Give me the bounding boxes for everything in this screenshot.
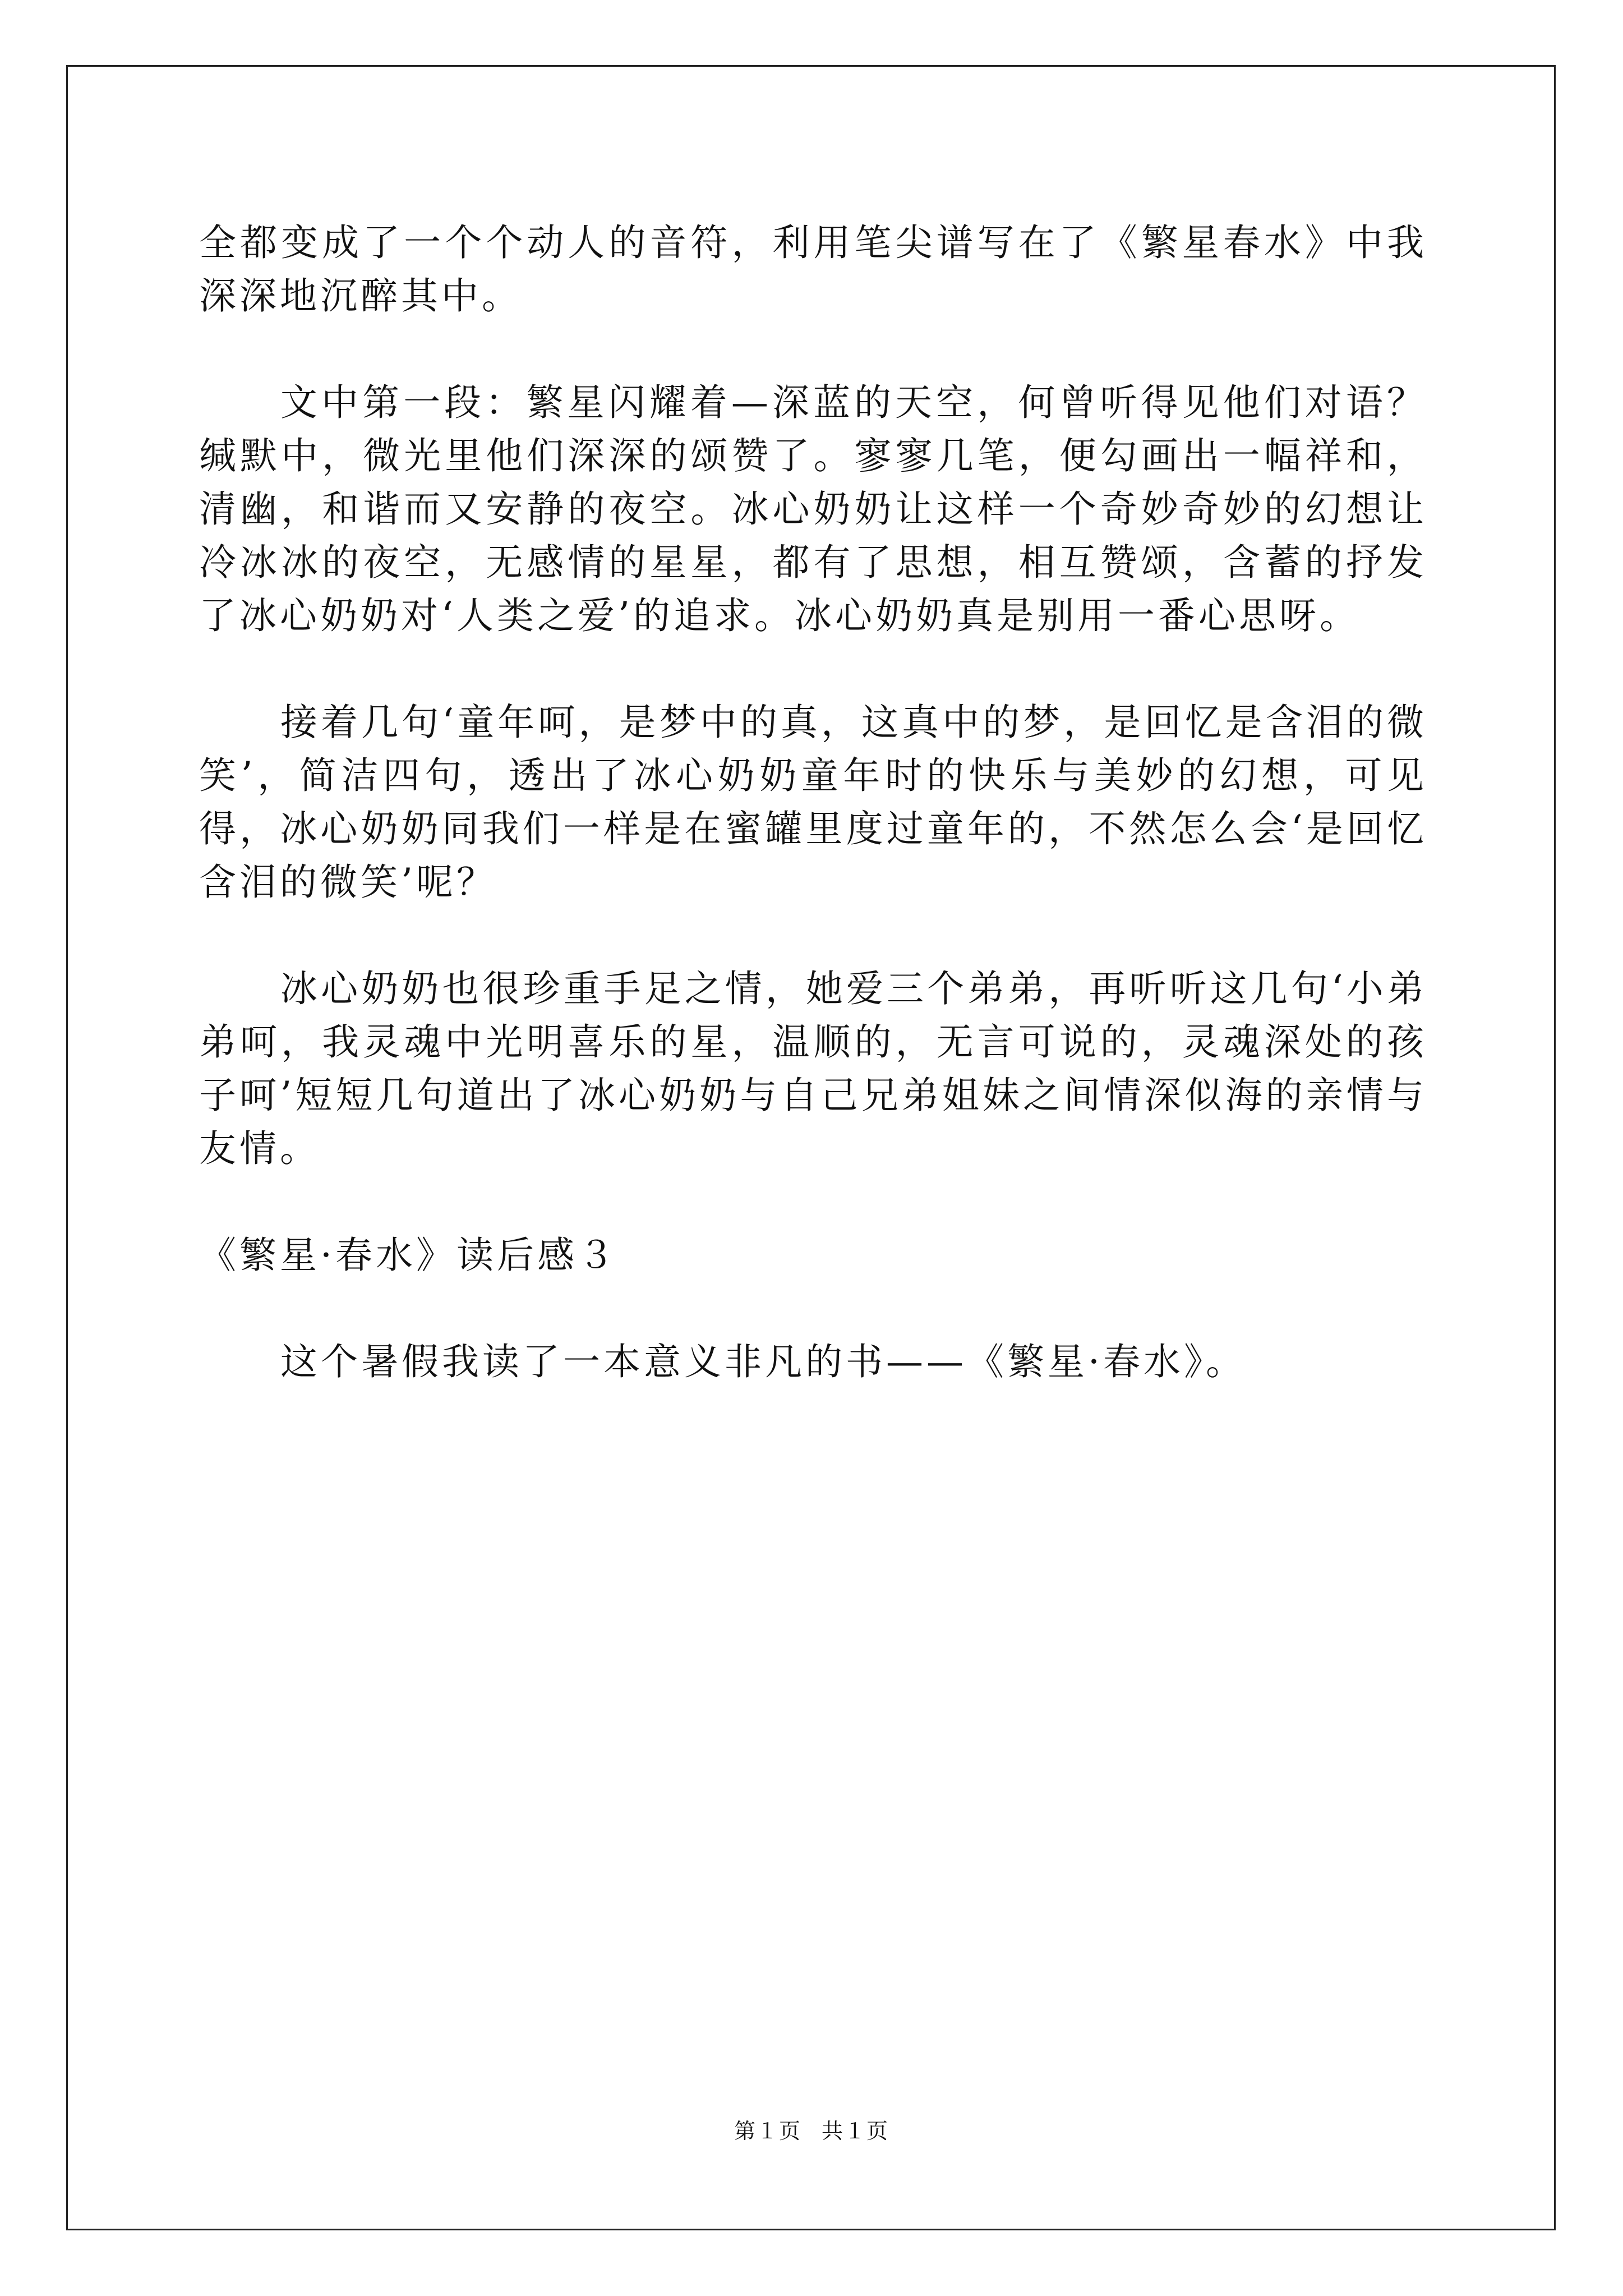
- paragraph-2: 文中第一段：繁星闪耀着—深蓝的天空，何曾听得见他们对语？缄默中，微光里他们深深的颂赞了。寥寥几笔，便勾画出一幅祥和，清幽，和谐而又安静的夜空。冰心奶奶让这样一个奇妙奇妙的幻想让冷冰冰的夜空，无感情的星星，都有了思想，相互赞颂，含蓄的抒发了冰心奶奶对‘人类之爱’的追求。冰心奶奶真是别用一番心思呀。: [199, 381, 1427, 637]
- closing-paragraph: 这个暑假我读了一本意义非凡的书——《繁星·春水》。: [280, 1340, 1246, 1383]
- section-heading: 《繁星·春水》读后感３: [199, 1234, 618, 1277]
- document-body: [199, 216, 1427, 1442]
- paragraph-3: 接着几句‘童年呵，是梦中的真，这真中的梦，是回忆是含泪的微笑’，简洁四句，透出了冰心奶奶童年时的快乐与美妙的幻想，可见得，冰心奶奶同我们一样是在蜜罐里度过童年的，不然怎么会‘是回忆含泪的微笑’呢？: [199, 701, 1427, 904]
- page-number: 第１页: [734, 2119, 801, 2143]
- page-total: 共１页: [822, 2119, 889, 2143]
- paragraph-4: 冰心奶奶也很珍重手足之情，她爱三个弟弟，再听听这几句‘小弟弟呵，我灵魂中光明喜乐的星，温顺的，无言可说的，灵魂深处的孩子呵’短短几句道出了冰心奶奶与自己兄弟姐妹之间情深似海的亲情与友情。: [199, 967, 1427, 1170]
- page-footer: [0, 2117, 1623, 2145]
- paragraph-1: 全都变成了一个个动人的音符，利用笔尖谱写在了《繁星春水》中我深深地沉醉其中。: [199, 221, 1427, 318]
